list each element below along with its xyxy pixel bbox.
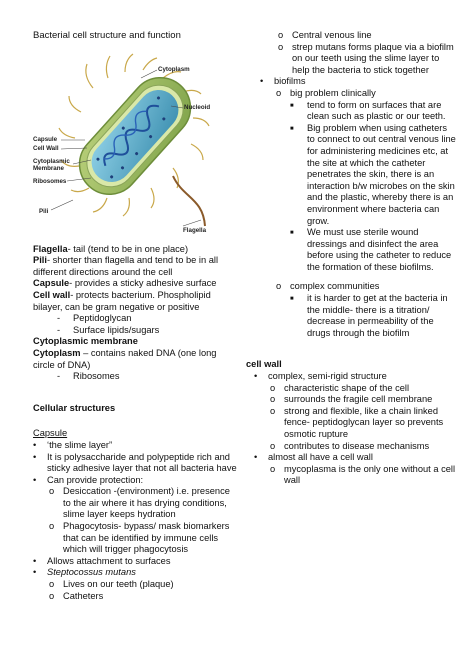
list-item: • biofilms o big problem clinically ■ tend to form on surfaces that are clean such as plastic or our teeth. ■ Big problem when using catheters to connect to out central venous line for administering medicines etc, at the site at which the catheter penetrates the skin, there is an interaction b/w microbes on the skin and the plastic, whereby there is an environment where bacteria can grow. ■ We must use sterile wound dressings and disinfect the area before using the catheter to reduce the formation of these biofilms. o complex communities ■ it is harder to get at the bacteria in the middle- there is a titration/ decrease in permeability of the drugs through the biofilm — [260, 76, 456, 338]
list-item: o Phagocytosis- bypass/ mask biomarkers that can be identified by immune cells which will trigger phagocytosis — [49, 521, 230, 555]
right-column — [246, 30, 456, 487]
list-item: • ‘the slime layer” — [33, 439, 113, 450]
def-flagella: Flagella- tail (tend to be in one place) — [33, 243, 189, 254]
diagram-label-cytoplasm: Cytoplasm — [158, 65, 190, 73]
diagram-label-ribosomes: Ribosomes — [33, 177, 67, 185]
list-item: o Desiccation -(environment) i.e. presence to the air where it has drying conditions, slime layer keeps hydration — [49, 486, 230, 520]
def-capsule: Capsule- provides a sticky adhesive surface — [33, 278, 217, 289]
def-cytoplasmic-membrane: Cytoplasmic membrane — [33, 336, 138, 347]
list-item: o characteristic shape of the cell — [270, 382, 410, 393]
diagram-label-pili: Pili — [39, 207, 49, 215]
cellular-structures-heading: Cellular structures — [33, 402, 116, 413]
list-item: o strep mutans forms plaque via a biofilm on our teeth using the slime layer to help the bacteria to stick together — [278, 41, 454, 75]
cell-wall-heading: cell wall — [246, 359, 282, 370]
list-item: ■ Big problem when using catheters to connect to out central venous line for administering medicines etc, at the site at which the catheter penetrates the skin, there is an interaction b/w microbes on the skin and the plastic, whereby there is an environment where bacteria can grow. — [290, 122, 456, 226]
def-pili: Pili- shorter than flagella and tend to be in all different directions around the cell — [33, 255, 219, 277]
list-item: - Ribosomes — [57, 371, 120, 382]
list-item: • It is polysaccharide and polypeptide rich and sticky adhesive layer that not all bacteria have — [33, 451, 237, 474]
cell-wall-notes — [246, 371, 456, 487]
list-item: o mycoplasma is the only one without a cell wall — [270, 463, 456, 486]
diagram-label-nucleoid: Nucleoid — [184, 103, 211, 111]
list-item: o Catheters — [49, 590, 104, 601]
bacterium-illustration — [33, 48, 239, 238]
catheter-notes — [246, 30, 456, 76]
document-title: Bacterial cell structure and function — [33, 30, 181, 41]
list-item: ■ it is harder to get at the bacteria in the middle- there is a titration/ decrease in permeability of the drugs through the biofilm — [290, 293, 448, 338]
list-item: • Can provide protection: o Desiccation -(environment) i.e. presence to the air where it has drying conditions, slime layer keeps hydration o Phagocytosis- bypass/ mask biomarkers that can be identified by immune cells which will trigger phagocytosis — [33, 475, 239, 556]
list-item: o Lives on our teeth (plaque) — [49, 579, 174, 590]
list-item: - Surface lipids/sugars — [57, 324, 160, 335]
list-item: • almost all have a cell wall o mycoplasma is the only one without a cell wall — [254, 452, 456, 486]
list-item: ■ We must use sterile wound dressings and disinfect the area before using the catheter to reduce the formation of these biofilms. — [290, 227, 452, 272]
flagellum — [173, 176, 205, 226]
list-item: o complex communities ■ it is harder to get at the bacteria in the middle- there is a titration/ decrease in permeability of the drugs through the biofilm — [274, 281, 456, 339]
list-item: • complex, semi-rigid structure o characteristic shape of the cell o surrounds the fragile cell membrane o strong and flexible, like a chain linked fence- peptidoglycan layer so prevents osmotic rupture o contributes to disease mechanisms — [254, 371, 456, 452]
list-item: • Steptocossus mutans o Lives on our teeth (plaque) o Catheters — [33, 567, 239, 602]
capsule-notes — [33, 440, 239, 602]
capsule-subheading: Capsule — [33, 428, 68, 439]
list-item: o surrounds the fragile cell membrane — [270, 394, 433, 405]
list-item: o strong and flexible, like a chain linked fence- peptidoglycan layer so prevents osmotic rupture — [270, 405, 444, 439]
diagram-label-cell-wall: Cell Wall — [33, 144, 59, 152]
list-item: ■ tend to form on surfaces that are clean such as plastic or our teeth. — [290, 99, 446, 122]
diagram-label-flagella: Flagella — [183, 226, 207, 234]
list-item: o big problem clinically ■ tend to form on surfaces that are clean such as plastic or our teeth. ■ Big problem when using catheters to connect to out central venous line for administering medicines etc, at the site at which the catheter penetrates the skin, there is an interaction b/w microbes on the skin and the plastic, whereby there is an environment where bacteria can grow. ■ We must use sterile wound dressings and disinfect the area before using the catheter to reduce the formation of these biofilms. — [276, 87, 456, 272]
list-item: o Central venous line — [278, 30, 372, 40]
cell-wall-components — [33, 313, 239, 336]
biofilm-notes — [246, 76, 456, 339]
bacterial-cell-diagram — [33, 48, 239, 238]
def-cytoplasm: Cytoplasm – contains naked DNA (one long circle of DNA) — [33, 347, 217, 370]
diagram-label-membrane: Membrane — [33, 164, 64, 172]
left-column — [33, 30, 239, 602]
list-item: o contributes to disease mechanisms — [270, 440, 430, 451]
diagram-label-capsule: Capsule — [33, 135, 58, 143]
list-item: - Peptidoglycan — [57, 313, 132, 324]
cytoplasm-components — [33, 371, 239, 383]
list-item: • Allows attachment to surfaces — [33, 555, 171, 566]
def-cell-wall: Cell wall- protects bacterium. Phospholipid bilayer, can be gram negative or positive — [33, 289, 211, 312]
diagram-label-cytoplasmic: Cytoplasmic — [33, 157, 70, 165]
